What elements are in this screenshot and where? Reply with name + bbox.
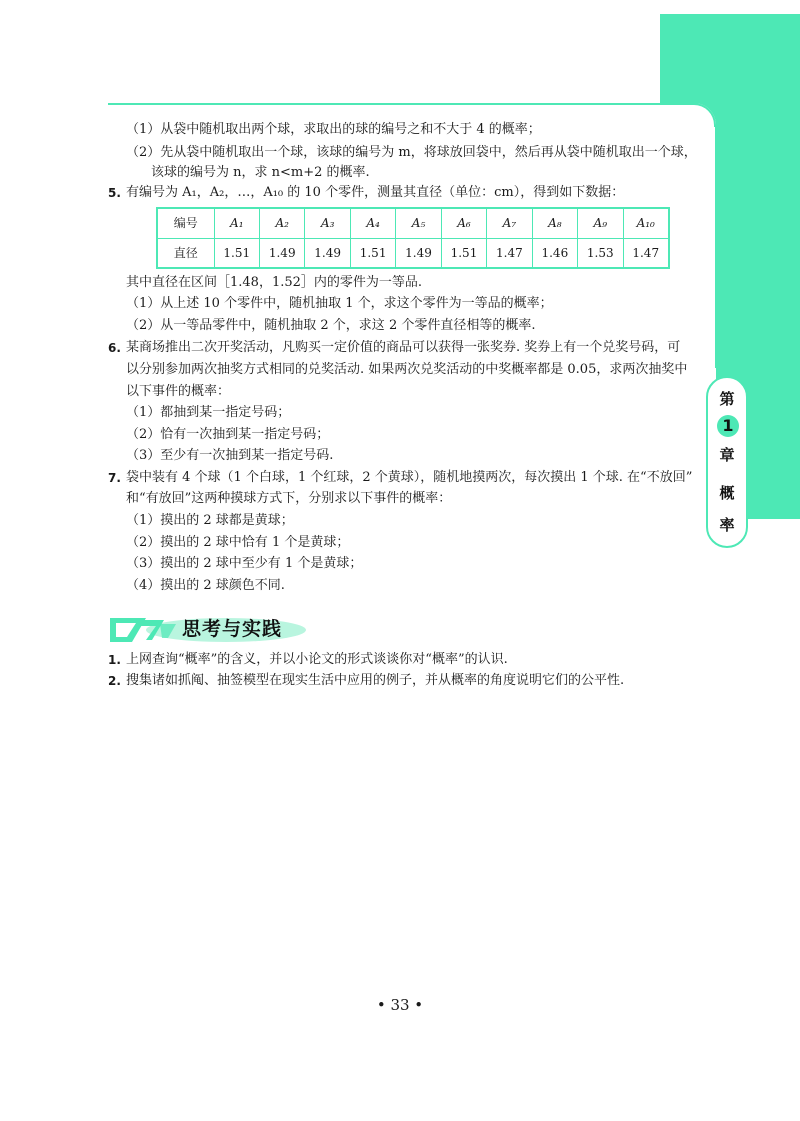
q5-after: 其中直径在区间［1.48，1.52］内的零件为一等品. <box>126 275 423 290</box>
q6-sub2: （2）恰有一次抽到某一指定号码； <box>126 427 330 442</box>
table-cell: A₈ <box>533 209 578 238</box>
q7-line2: 和“有放回”这两种摸球方式下，分别求以下事件的概率： <box>126 491 452 506</box>
q4-sub2-line2: 该球的编号为 n，求 n<m+2 的概率. <box>151 165 370 180</box>
table-row-ids <box>158 209 668 239</box>
table-cell: A₉ <box>578 209 623 238</box>
diameter-table <box>156 207 670 269</box>
table-cell: A₄ <box>351 209 396 238</box>
q6-number: 6. <box>108 341 121 355</box>
q4-sub1: （1）从袋中随机取出两个球，求取出的球的编号之和不大于 4 的概率； <box>126 122 541 137</box>
q6-sub1: （1）都抽到某一指定号码； <box>126 405 291 420</box>
practice-1-number: 1. <box>108 653 121 667</box>
chapter-tab <box>706 376 748 548</box>
q7-sub2: （2）摸出的 2 球中恰有 1 个是黄球； <box>126 535 350 550</box>
q6-line2: 以分别参加两次抽奖方式相同的兑奖活动. 如果两次兑奖活动的中奖概率都是 0.05，求两次抽奖中 <box>126 362 688 377</box>
page-number: • 33 • <box>376 996 424 1014</box>
chapter-title-2: 率 <box>719 516 735 534</box>
table-cell: 1.47 <box>632 246 660 260</box>
chapter-title-1: 概 <box>719 484 735 502</box>
table-cell: 1.53 <box>578 239 623 268</box>
table-row-diameters <box>158 239 668 268</box>
table-cell: 1.51 <box>351 239 396 268</box>
table-cell: A₅ <box>396 209 441 238</box>
q7-line1: 袋中装有 4 个球（1 个白球，1 个红球，2 个黄球），随机地摸两次，每次摸出 1 个球. 在“不放回” <box>126 470 693 485</box>
q5-sub2: （2）从一等品零件中，随机抽取 2 个，求这 2 个零件直径相等的概率. <box>126 318 536 333</box>
table-cell: 1.49 <box>396 239 441 268</box>
table-cell: 1.49 <box>305 239 350 268</box>
q7-sub4: （4）摸出的 2 球颜色不同. <box>126 578 285 593</box>
table-cell: 1.47 <box>487 239 532 268</box>
table-header-id: 编号 <box>158 209 215 238</box>
table-cell: A₇ <box>487 209 532 238</box>
practice-2-number: 2. <box>108 674 121 688</box>
q7-sub3: （3）摸出的 2 球中至少有 1 个是黄球； <box>126 556 363 571</box>
section-heading: 思考与实践 <box>182 618 283 640</box>
q6-line1: 某商场推出二次开奖活动，凡购买一定价值的商品可以获得一张奖券. 奖券上有一个兑奖号码，可 <box>126 340 681 355</box>
top-rule <box>108 103 698 105</box>
right-rule <box>715 125 717 368</box>
q7-sub1: （1）摸出的 2 球都是黄球； <box>126 513 294 528</box>
practice-1-text: 上网查询“概率”的含义，并以小论文的形式谈谈你对“概率”的认识. <box>126 652 508 667</box>
table-cell: A₆ <box>442 209 487 238</box>
table-cell: A₁₀ <box>636 216 655 230</box>
q5-number: 5. <box>108 186 121 200</box>
table-cell: A₂ <box>260 209 305 238</box>
q7-number: 7. <box>108 471 121 485</box>
table-cell: 1.49 <box>260 239 305 268</box>
chapter-di: 第 <box>719 390 735 408</box>
table-cell: 1.51 <box>442 239 487 268</box>
table-header-diameter: 直径 <box>158 239 215 268</box>
q5-sub1: （1）从上述 10 个零件中，随机抽取 1 个，求这个零件为一等品的概率； <box>126 296 553 311</box>
practice-2-text: 搜集诸如抓阄、抽签模型在现实生活中应用的例子，并从概率的角度说明它们的公平性. <box>126 673 625 688</box>
table-cell: A₁ <box>215 209 260 238</box>
table-cell: 1.46 <box>533 239 578 268</box>
q6-sub3: （3）至少有一次抽到某一指定号码. <box>126 448 334 463</box>
q4-sub2-line1: （2）先从袋中随机取出一个球，该球的编号为 m，将球放回袋中，然后再从袋中随机取出一个球， <box>126 145 697 160</box>
q6-line3: 以下事件的概率： <box>126 384 231 399</box>
table-cell: 1.51 <box>215 239 260 268</box>
q5-intro: 有编号为 A₁，A₂，…，A₁₀ 的 10 个零件，测量其直径（单位：cm），得到如下数据： <box>126 185 625 200</box>
chapter-number: 1 <box>717 415 739 437</box>
table-cell: A₃ <box>305 209 350 238</box>
chapter-zhang: 章 <box>719 446 735 464</box>
